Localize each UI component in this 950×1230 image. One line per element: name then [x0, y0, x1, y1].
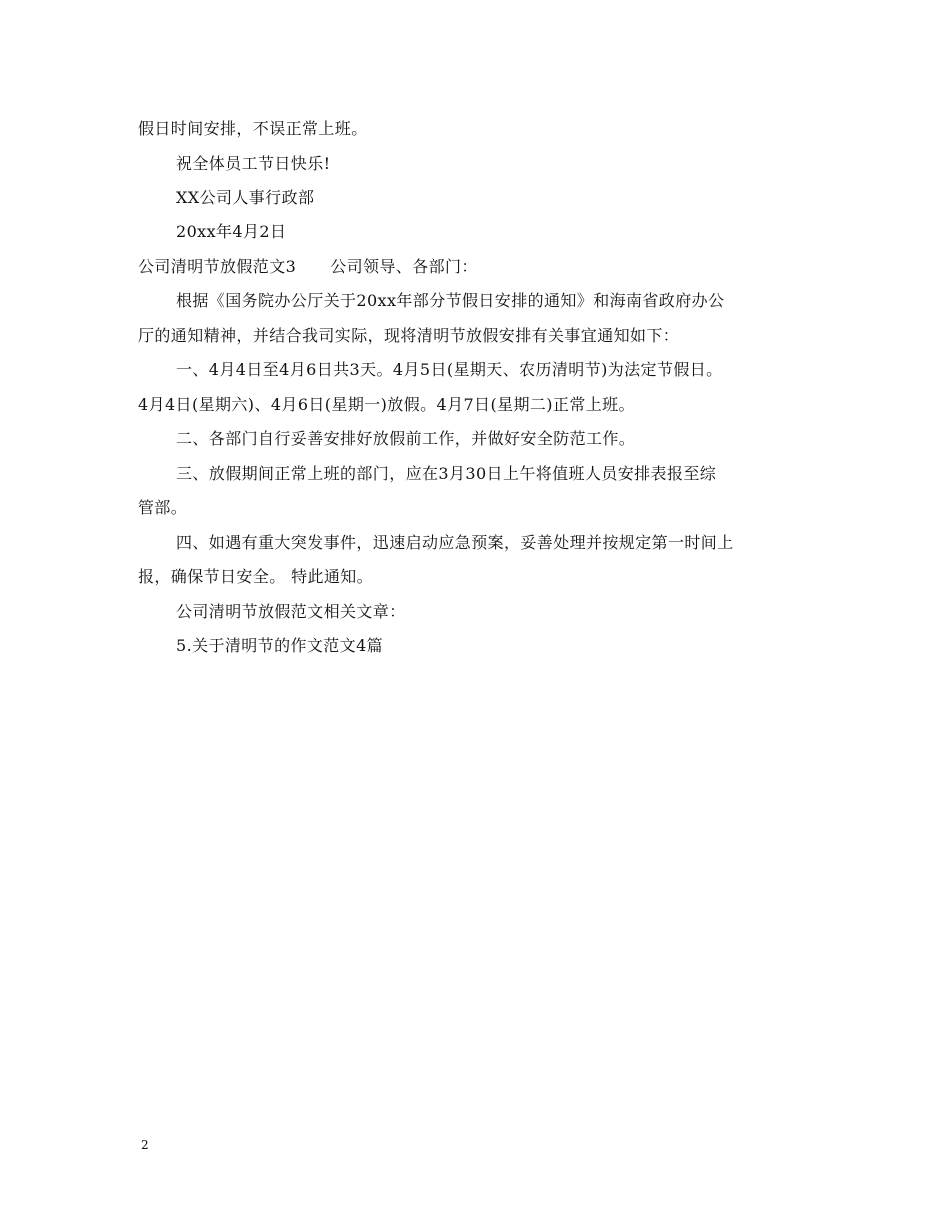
section-heading-line — [138, 257, 478, 277]
section-salutation: 公司领导、各部门： — [330, 257, 478, 276]
paragraph-line: 根据《国务院办公厅关于20xx年部分节假日安排的通知》和海南省政府办公 — [176, 291, 725, 310]
page-number: 2 — [141, 1138, 149, 1152]
paragraph-line: 管部。 — [138, 498, 188, 517]
paragraph-line: 报，确保节日安全。 特此通知。 — [138, 567, 374, 586]
paragraph-line: 一、4月4日至4月6日共3天。4月5日(星期天、农历清明节)为法定节假日。 — [176, 360, 723, 379]
paragraph-line: 假日时间安排，不误正常上班。 — [138, 119, 368, 138]
related-articles-label: 公司清明节放假范文相关文章： — [176, 602, 406, 621]
signature-department: XX公司人事行政部 — [176, 188, 315, 207]
paragraph-line: 厅的通知精神，并结合我司实际，现将清明节放假安排有关事宜通知如下： — [138, 326, 680, 345]
paragraph-line: 四、如遇有重大突发事件，迅速启动应急预案，妥善处理并按规定第一时间上 — [176, 533, 734, 552]
signature-date: 20xx年4月2日 — [176, 222, 287, 241]
related-article-link[interactable]: 5.关于清明节的作文范文4篇 — [176, 636, 384, 655]
paragraph-line: 二、各部门自行妥善安排好放假前工作，并做好安全防范工作。 — [176, 429, 636, 448]
paragraph-line: 4月4日(星期六)、4月6日(星期一)放假。4月7日(星期二)正常上班。 — [138, 395, 635, 414]
paragraph-line: 三、放假期间正常上班的部门，应在3月30日上午将值班人员安排表报至综 — [176, 464, 717, 483]
section-title: 公司清明节放假范文3 — [138, 257, 297, 276]
closing-greeting: 祝全体员工节日快乐! — [176, 154, 331, 173]
